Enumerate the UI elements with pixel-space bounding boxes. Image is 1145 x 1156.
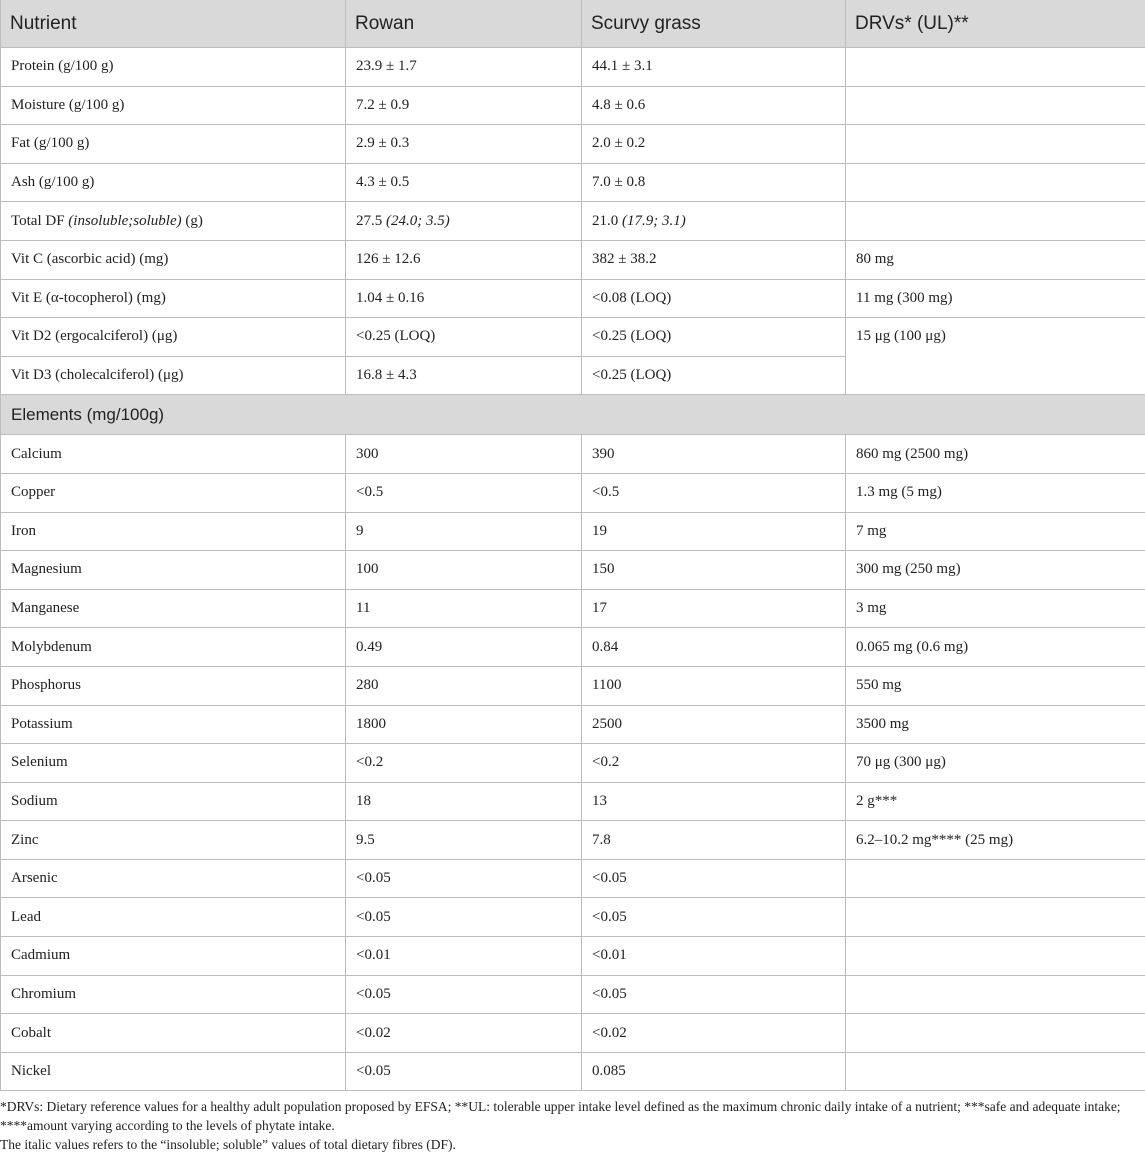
nutrient-cell: Moisture (g/100 g)	[1, 86, 346, 125]
rowan-cell: 0.49	[346, 628, 582, 667]
table-row	[1, 821, 1145, 860]
scurvy-grass-cell: 19	[582, 512, 846, 551]
drv-cell	[846, 898, 1145, 937]
drv-cell: 3500 mg	[846, 705, 1145, 744]
table-row	[1, 898, 1145, 937]
rowan-cell: 11	[346, 589, 582, 628]
scurvy-grass-cell: 13	[582, 782, 846, 821]
column-header-nutrient: Nutrient	[1, 0, 346, 48]
nutrient-cell: Zinc	[1, 821, 346, 860]
drv-cell: 6.2–10.2 mg**** (25 mg)	[846, 821, 1145, 860]
table-row	[1, 163, 1145, 202]
drv-cell: 2 g***	[846, 782, 1145, 821]
nutrient-cell: Potassium	[1, 705, 346, 744]
table-row	[1, 435, 1145, 474]
nutrient-cell: Copper	[1, 473, 346, 512]
rowan-cell: <0.02	[346, 1014, 582, 1053]
nutrient-cell: Fat (g/100 g)	[1, 125, 346, 164]
scurvy-grass-cell: 17	[582, 589, 846, 628]
rowan-cell: 2.9 ± 0.3	[346, 125, 582, 164]
nutrient-cell: Arsenic	[1, 859, 346, 898]
rowan-italic-text: (24.0; 3.5)	[386, 212, 450, 229]
table-row	[1, 937, 1145, 976]
scurvy-grass-cell: 2500	[582, 705, 846, 744]
footnotes	[0, 1097, 1140, 1154]
footnote-italic-note: The italic values refers to the “insoluble; soluble” values of total dietary fibres (DF).	[0, 1137, 456, 1152]
scurvy-grass-cell: 390	[582, 435, 846, 474]
scurvy-grass-cell: 150	[582, 551, 846, 590]
table-row	[1, 666, 1145, 705]
drv-cell: 550 mg	[846, 666, 1145, 705]
table-row	[1, 744, 1145, 783]
table-row	[1, 318, 1145, 357]
nutrient-cell: Lead	[1, 898, 346, 937]
section-label: Elements (mg/100g)	[1, 395, 1145, 435]
table-row	[1, 1052, 1145, 1091]
scurvy-grass-cell: 2.0 ± 0.2	[582, 125, 846, 164]
rowan-cell: 1800	[346, 705, 582, 744]
nutrient-cell: Calcium	[1, 435, 346, 474]
rowan-cell: 7.2 ± 0.9	[346, 86, 582, 125]
scurvy-grass-cell: <0.05	[582, 859, 846, 898]
table-row	[1, 48, 1145, 87]
rowan-cell: 4.3 ± 0.5	[346, 163, 582, 202]
nutrient-cell: Selenium	[1, 744, 346, 783]
drv-cell: 80 mg	[846, 240, 1145, 279]
nutrient-cell: Phosphorus	[1, 666, 346, 705]
nutrient-cell: Vit C (ascorbic acid) (mg)	[1, 240, 346, 279]
drv-cell: 0.065 mg (0.6 mg)	[846, 628, 1145, 667]
rowan-cell: <0.01	[346, 937, 582, 976]
nutrient-cell: Molybdenum	[1, 628, 346, 667]
nutrient-cell: Magnesium	[1, 551, 346, 590]
drv-cell	[846, 86, 1145, 125]
rowan-cell: <0.05	[346, 1052, 582, 1091]
elements-body	[1, 435, 1145, 1091]
rowan-cell: <0.05	[346, 898, 582, 937]
nutrient-cell: Iron	[1, 512, 346, 551]
drv-cell	[846, 163, 1145, 202]
table-row	[1, 86, 1145, 125]
table-row	[1, 975, 1145, 1014]
table-row	[1, 859, 1145, 898]
table-row	[1, 551, 1145, 590]
scurvy-grass-cell: 1100	[582, 666, 846, 705]
rowan-cell: <0.05	[346, 859, 582, 898]
scurvy-grass-cell: <0.25 (LOQ)	[582, 318, 846, 357]
table-row	[1, 628, 1145, 667]
rowan-cell: <0.25 (LOQ)	[346, 318, 582, 357]
rowan-cell: 126 ± 12.6	[346, 240, 582, 279]
drv-cell	[846, 1052, 1145, 1091]
rowan-cell: <0.05	[346, 975, 582, 1014]
rowan-cell: 100	[346, 551, 582, 590]
nutrient-cell: Manganese	[1, 589, 346, 628]
footnote-abbreviations: *DRVs: Dietary reference values for a healthy adult population proposed by EFSA; **UL: tolerable upper intake level defined as the maximum chronic daily intake of a nutrient; ***safe and adequate intake; ****amount varying according to the levels of phytate intake.	[0, 1099, 1121, 1133]
rowan-cell: 23.9 ± 1.7	[346, 48, 582, 87]
drv-cell: 7 mg	[846, 512, 1145, 551]
scurvy-grass-cell: <0.02	[582, 1014, 846, 1053]
drv-cell: 300 mg (250 mg)	[846, 551, 1145, 590]
table-row-total-df	[1, 202, 1145, 241]
nutrient-cell	[1, 202, 346, 241]
nutrient-cell: Cobalt	[1, 1014, 346, 1053]
table-row	[1, 782, 1145, 821]
table-row	[1, 473, 1145, 512]
scurvy-grass-cell: 44.1 ± 3.1	[582, 48, 846, 87]
table-row	[1, 512, 1145, 551]
column-header-rowan: Rowan	[346, 0, 582, 48]
drv-cell	[846, 48, 1145, 87]
table-header-row	[1, 0, 1145, 48]
rowan-cell: 16.8 ± 4.3	[346, 356, 582, 395]
nutrient-cell: Vit D2 (ergocalciferol) (μg)	[1, 318, 346, 357]
rowan-cell: 280	[346, 666, 582, 705]
scurvy-grass-cell: <0.5	[582, 473, 846, 512]
table-row	[1, 125, 1145, 164]
table-row	[1, 240, 1145, 279]
scurvy-grass-cell	[582, 202, 846, 241]
nutrient-unit-text: (g)	[181, 212, 203, 229]
rowan-cell: 18	[346, 782, 582, 821]
scurvy-total-text: 21.0	[592, 212, 622, 229]
scurvy-grass-cell: 382 ± 38.2	[582, 240, 846, 279]
rowan-cell: 1.04 ± 0.16	[346, 279, 582, 318]
scurvy-grass-cell: <0.08 (LOQ)	[582, 279, 846, 318]
drv-cell: 1.3 mg (5 mg)	[846, 473, 1145, 512]
table-row	[1, 589, 1145, 628]
drv-cell-vitamin-d: 15 μg (100 μg)	[846, 318, 1145, 395]
drv-cell	[846, 937, 1145, 976]
rowan-total-text: 27.5	[356, 212, 386, 229]
scurvy-grass-cell: <0.05	[582, 975, 846, 1014]
drv-cell	[846, 975, 1145, 1014]
rowan-cell: 9	[346, 512, 582, 551]
scurvy-grass-cell: 7.8	[582, 821, 846, 860]
rowan-cell: 300	[346, 435, 582, 474]
rowan-cell: 9.5	[346, 821, 582, 860]
table-row	[1, 1014, 1145, 1053]
scurvy-grass-cell: 7.0 ± 0.8	[582, 163, 846, 202]
nutrient-cell: Vit D3 (cholecalciferol) (μg)	[1, 356, 346, 395]
table-row	[1, 705, 1145, 744]
drv-cell	[846, 859, 1145, 898]
nutrient-cell: Sodium	[1, 782, 346, 821]
scurvy-grass-cell: <0.05	[582, 898, 846, 937]
rowan-cell	[346, 202, 582, 241]
scurvy-grass-cell: <0.2	[582, 744, 846, 783]
nutrient-cell: Protein (g/100 g)	[1, 48, 346, 87]
nutrient-cell: Vit E (α-tocopherol) (mg)	[1, 279, 346, 318]
drv-cell: 860 mg (2500 mg)	[846, 435, 1145, 474]
section-row-elements	[1, 395, 1145, 435]
column-header-drvs: DRVs* (UL)**	[846, 0, 1145, 48]
scurvy-italic-text: (17.9; 3.1)	[622, 212, 686, 229]
table-row	[1, 279, 1145, 318]
rowan-cell: <0.5	[346, 473, 582, 512]
nutrient-cell: Chromium	[1, 975, 346, 1014]
drv-cell: 3 mg	[846, 589, 1145, 628]
drv-cell	[846, 1014, 1145, 1053]
nutrient-cell: Nickel	[1, 1052, 346, 1091]
drv-cell: 70 μg (300 μg)	[846, 744, 1145, 783]
nutrient-cell: Ash (g/100 g)	[1, 163, 346, 202]
drv-cell	[846, 202, 1145, 241]
nutrient-italic-text: (insoluble;soluble)	[68, 212, 182, 229]
drv-cell: 11 mg (300 mg)	[846, 279, 1145, 318]
scurvy-grass-cell: 0.84	[582, 628, 846, 667]
column-header-scurvy-grass: Scurvy grass	[582, 0, 846, 48]
nutrient-cell: Cadmium	[1, 937, 346, 976]
scurvy-grass-cell: 4.8 ± 0.6	[582, 86, 846, 125]
scurvy-grass-cell: 0.085	[582, 1052, 846, 1091]
scurvy-grass-cell: <0.01	[582, 937, 846, 976]
rowan-cell: <0.2	[346, 744, 582, 783]
nutrient-text: Total DF	[11, 212, 69, 229]
drv-cell	[846, 125, 1145, 164]
scurvy-grass-cell: <0.25 (LOQ)	[582, 356, 846, 395]
